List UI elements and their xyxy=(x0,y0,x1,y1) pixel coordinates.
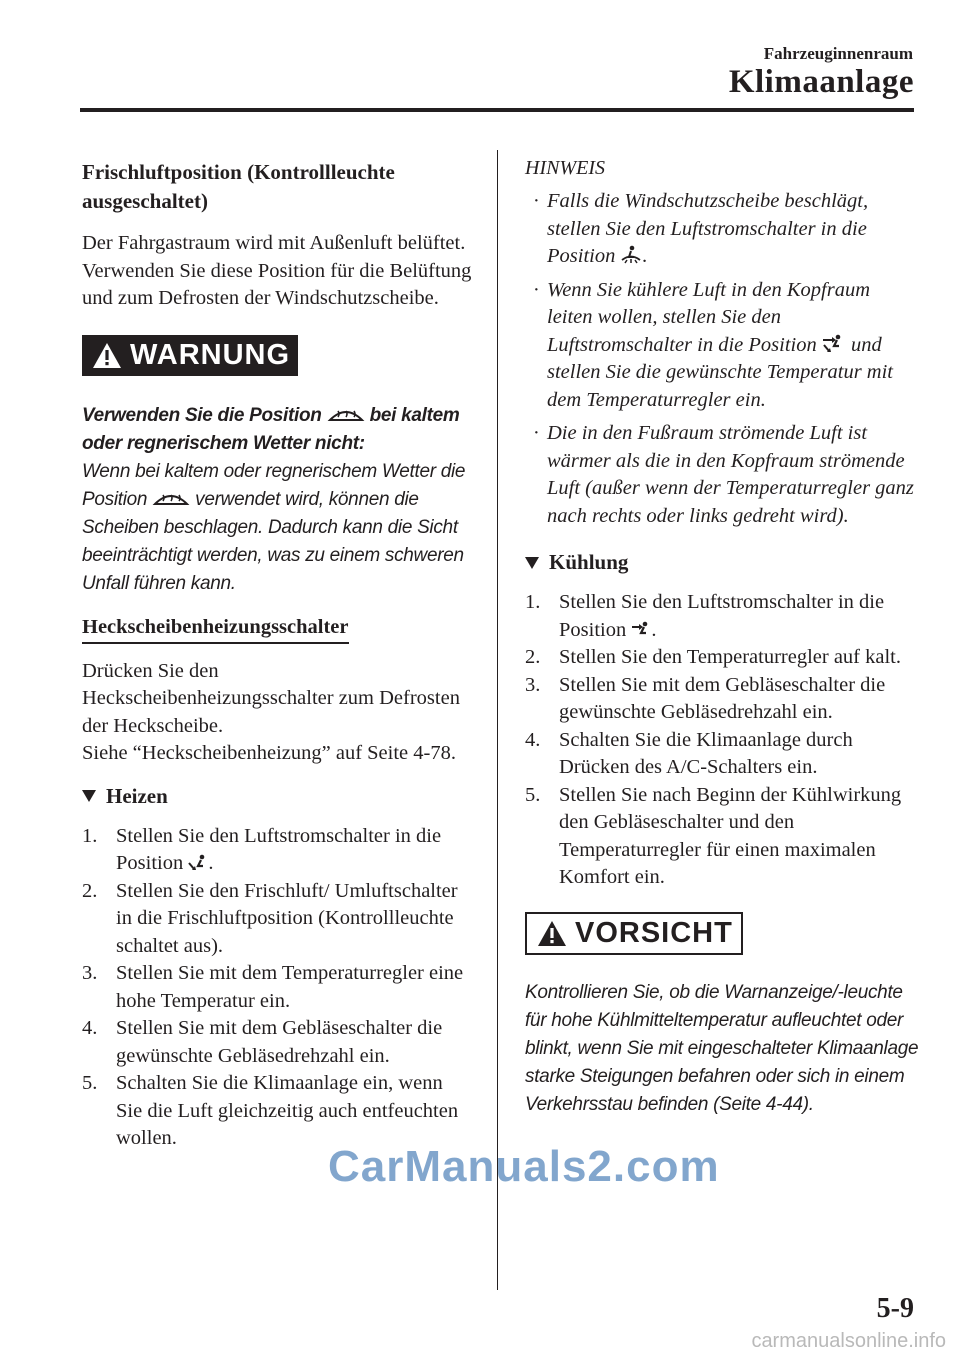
fresh-air-heading: Frischluftposition (Kontrollleuchte ausgeschaltet) xyxy=(82,160,395,213)
list-item: 3. Stellen Sie mit dem Temperaturregler eine hohe Temperatur ein. xyxy=(82,962,464,1012)
list-item: 2. Stellen Sie den Temperaturregler auf kalt. xyxy=(525,646,902,668)
left-column xyxy=(82,155,472,1153)
face-floor-airflow-icon xyxy=(822,334,846,354)
list-item: 2. Stellen Sie den Frischluft/ Umluftschalter in die Frischluftposition (Kontrollleuchte schaltet aus). xyxy=(82,879,458,957)
fresh-air-body: Der Fahrgastraum wird mit Außenluft belüftet. Verwenden Sie diese Position für die Belüftung und zum Defrosten der Windschutzscheibe. xyxy=(82,232,472,309)
caution-banner xyxy=(525,912,743,955)
caution-label: VORSICHT xyxy=(575,916,733,949)
hinweis-title: HINWEIS xyxy=(525,157,605,179)
right-column xyxy=(525,155,920,1119)
list-item: · Falls die Windschutzscheibe beschlägt, stellen Sie den Luftstromschalter in die Position . xyxy=(533,190,869,267)
heating-steps xyxy=(82,823,472,1153)
cooling-heading xyxy=(525,550,920,575)
windshield-defrost-icon xyxy=(152,490,190,508)
list-item: 3. Stellen Sie mit dem Gebläseschalter die gewünschte Gebläsedrehzahl ein. xyxy=(525,673,886,723)
cooling-steps xyxy=(525,589,920,892)
floor-airflow-icon xyxy=(188,854,208,872)
list-item: 1. Stellen Sie den Luftstromschalter in die Position . xyxy=(82,824,442,874)
floor-defrost-icon xyxy=(620,245,642,265)
list-item: 4. Schalten Sie die Klimaanlage durch Drücken des A/C-Schalters ein. xyxy=(525,728,853,778)
warning-banner xyxy=(82,335,298,376)
section-triangle-icon xyxy=(82,790,96,802)
cooling-heading-label: Kühlung xyxy=(549,550,629,574)
warning-body-b: verwendet wird, können die Scheiben beschlagen. Dadurch kann die Sicht beeinträchtigt werden, was zu einem schweren Unfall führen kann. xyxy=(82,488,464,594)
caution-text: Kontrollieren Sie, ob die Warnanzeige/-leuchte für hohe Kühlmitteltemperatur aufleuchtet oder blinkt, wenn Sie mit eingeschalteter Klimaanlage starke Steigungen befahren oder sich in einem Verkehrsstau befinden (Seite 4-44). xyxy=(525,981,919,1115)
list-item: · Wenn Sie kühlere Luft in den Kopfraum leiten wollen, stellen Sie den Luftstromschalter in die Position und stellen Sie die gewünschte Temperatur mit dem Temperaturregler ein. xyxy=(533,278,893,411)
face-airflow-icon xyxy=(631,621,651,639)
warning-head-a: Verwenden Sie die Position xyxy=(82,404,322,426)
header-rule xyxy=(80,108,914,112)
rear-defrost-heading: Heckscheibenheizungsschalter xyxy=(82,616,349,644)
section-title: Fahrzeuginnenraum xyxy=(763,44,913,63)
list-item: 1. Stellen Sie den Luftstromschalter in die Position . xyxy=(525,591,885,641)
windshield-defrost-icon xyxy=(327,406,365,424)
heating-heading-label: Heizen xyxy=(106,783,168,808)
column-divider xyxy=(497,150,498,1290)
warning-label: WARNUNG xyxy=(130,338,291,371)
section-triangle-icon xyxy=(525,557,539,569)
footer-site: carmanualsonline.info xyxy=(751,1330,946,1352)
watermark-logo: CarManuals2.com xyxy=(328,1142,720,1191)
chapter-title: Klimaanlage xyxy=(728,64,914,100)
list-item: 5. Stellen Sie nach Beginn der Kühlwirkung den Gebläseschalter und den Temperaturregler für einen maximalen Komfort ein. xyxy=(525,783,902,888)
heating-heading xyxy=(82,784,472,809)
list-item: 5. Schalten Sie die Klimaanlage ein, wenn Sie die Luft gleichzeitig auch entfeuchten wollen. xyxy=(82,1072,459,1149)
list-item: 4. Stellen Sie mit dem Gebläseschalter die gewünschte Gebläsedrehzahl ein. xyxy=(82,1017,443,1067)
warning-body-a: Wenn bei kaltem oder regnerischem Wetter die Position xyxy=(82,460,466,510)
list-item: · Die in den Fußraum strömende Luft ist wärmer als die in den Kopfraum strömende Luft (außer wenn der Temperaturregler ganz nach rechts oder links gedreht wird). xyxy=(533,422,914,527)
warning-triangle-icon xyxy=(92,342,122,369)
warning-triangle-icon xyxy=(537,920,567,947)
warning-head-b: bei kaltem oder regnerischem Wetter nicht: xyxy=(82,404,460,454)
page-number: 5-9 xyxy=(876,1293,914,1324)
rear-defrost-ref: Siehe “Heckscheibenheizung” auf Seite 4-78. xyxy=(82,742,456,764)
rear-defrost-body: Drücken Sie den Heckscheibenheizungsschalter zum Defrosten der Heckscheibe. xyxy=(82,659,460,737)
warning-text xyxy=(82,402,472,598)
